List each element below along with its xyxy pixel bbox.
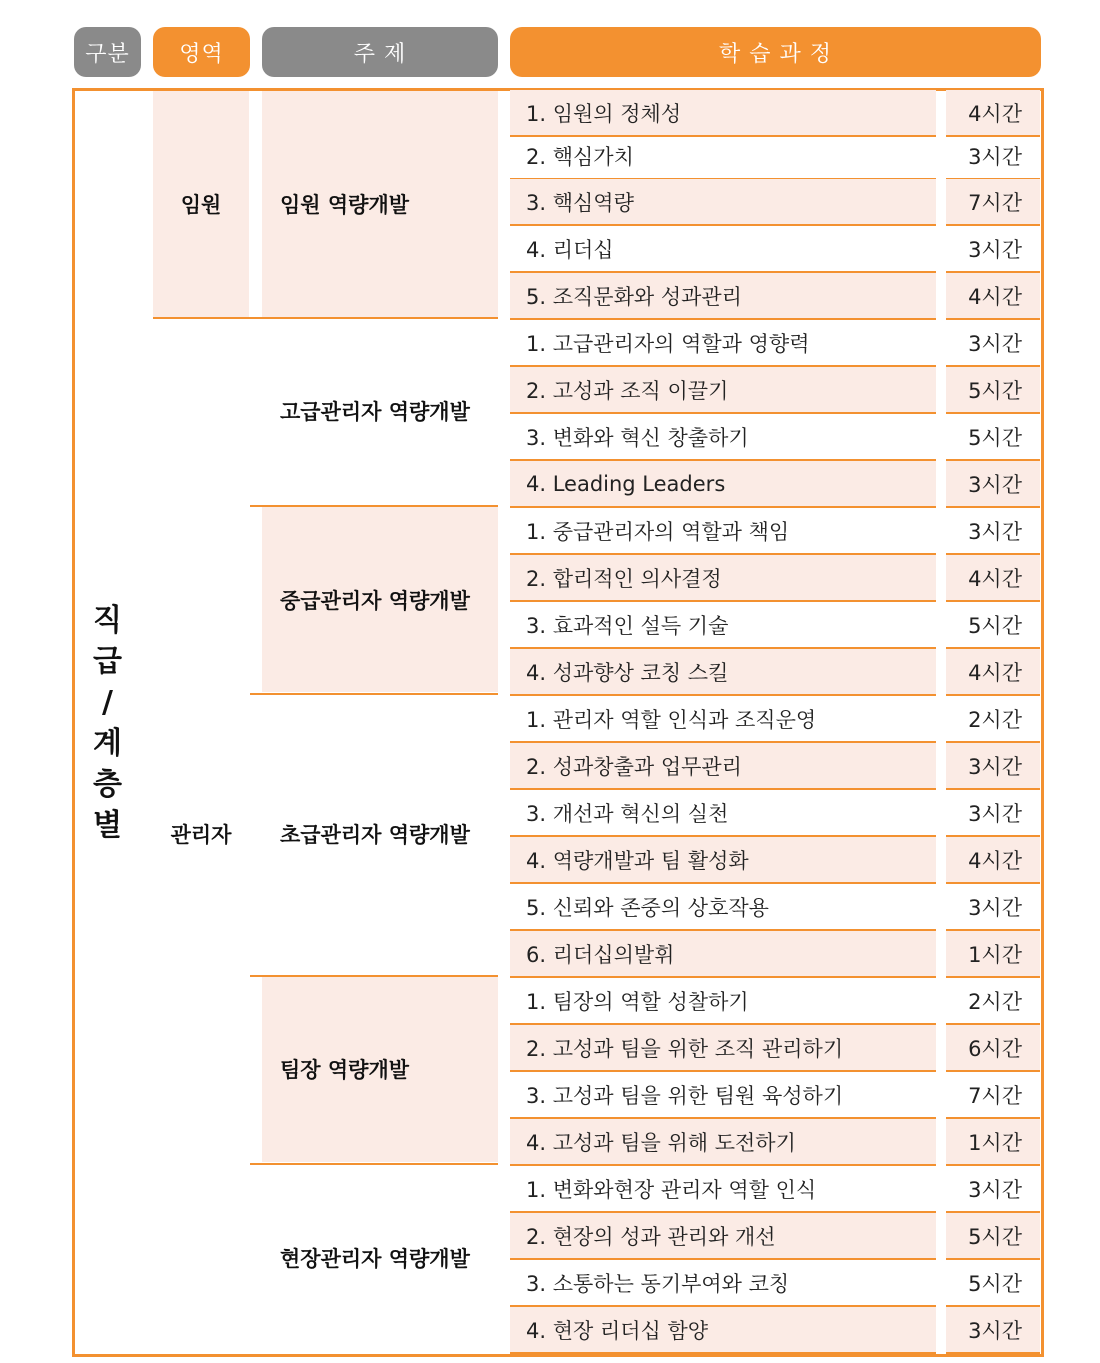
category-char: 계 [93,726,122,761]
topic-executive: 임원 역량개발 [280,193,410,217]
table-row [510,414,1040,459]
course-name: 2. 고성과 팀을 위한 조직 관리하기 [510,1025,936,1070]
topic-senior: 고급관리자 역량개발 [280,400,470,424]
category-char: / [102,685,113,720]
table-row [510,555,1040,600]
course-hours: 1시간 [946,931,1040,976]
area-manager: 관리자 [170,823,232,847]
course-name: 4. 역량개발과 팀 활성화 [510,837,936,882]
course-name: 5. 신뢰와 존중의 상호작용 [510,884,936,929]
course-name: 2. 현장의 성과 관리와 개선 [510,1213,936,1258]
course-name: 3. 핵심역량 [510,179,936,224]
table-row [510,320,1040,365]
divider-topic-1 [250,505,498,507]
course-name: 2. 핵심가치 [510,133,936,178]
topic-mid: 중급관리자 역량개발 [280,589,470,613]
course-hours: 2시간 [946,696,1040,741]
course-name: 4. 리더십 [510,226,936,271]
course-name: 3. 개선과 혁신의 실천 [510,790,936,835]
divider-area [153,317,498,319]
course-hours: 3시간 [946,320,1040,365]
course-name: 2. 성과창출과 업무관리 [510,743,936,788]
course-hours: 6시간 [946,1025,1040,1070]
course-hours: 7시간 [946,1072,1040,1117]
table-row [510,508,1040,553]
course-name: 1. 고급관리자의 역할과 영향력 [510,320,936,365]
course-hours: 4시간 [946,555,1040,600]
table-row [510,649,1040,694]
header-gubun: 구분 [74,27,141,77]
course-hours: 3시간 [946,226,1040,271]
course-name: 1. 중급관리자의 역할과 책임 [510,508,936,553]
course-hours: 2시간 [946,978,1040,1023]
category-char: 별 [93,808,122,843]
course-name: 3. 소통하는 동기부여와 코칭 [510,1260,936,1305]
course-name: 3. 변화와 혁신 창출하기 [510,414,936,459]
course-hours: 3시간 [946,743,1040,788]
course-hours: 5시간 [946,367,1040,412]
table-row [510,602,1040,647]
course-name: 3. 고성과 팀을 위한 팀원 육성하기 [510,1072,936,1117]
course-hours: 4시간 [946,837,1040,882]
category-char: 직 [93,603,122,638]
category-char: 층 [93,767,122,802]
table-row [510,884,1040,929]
table-row [510,273,1040,318]
course-hours: 5시간 [946,1260,1040,1305]
course-name: 2. 고성과 조직 이끌기 [510,367,936,412]
table-row [510,978,1040,1023]
course-hours: 3시간 [946,790,1040,835]
course-hours: 5시간 [946,602,1040,647]
course-name: 6. 리더십의발휘 [510,931,936,976]
table-row [510,1119,1040,1164]
table-row [510,1307,1040,1352]
table-row [510,1213,1040,1258]
table-row [510,931,1040,976]
course-name: 5. 조직문화와 성과관리 [510,273,936,318]
header-topic: 주 제 [262,27,498,77]
divider-topic-4 [250,1163,498,1165]
course-hours: 4시간 [946,90,1040,135]
header-area: 영역 [153,27,250,77]
table-row [510,367,1040,412]
table-row [510,226,1040,271]
table-row [510,1166,1040,1211]
table-row [510,461,1040,506]
course-hours: 1시간 [946,1119,1040,1164]
course-hours: 3시간 [946,884,1040,929]
course-name: 4. 성과향상 코칭 스킬 [510,649,936,694]
divider-topic-2 [250,693,498,695]
table-row [510,837,1040,882]
table-row [510,1025,1040,1070]
table-row [510,90,1040,135]
course-name: 4. 고성과 팀을 위해 도전하기 [510,1119,936,1164]
area-executive: 임원 [180,193,222,217]
table-row [510,179,1040,224]
course-name: 1. 변화와현장 관리자 역할 인식 [510,1166,936,1211]
topic-junior: 초급관리자 역량개발 [280,823,470,847]
table-row [510,696,1040,741]
course-hours: 7시간 [946,179,1040,224]
course-hours: 3시간 [946,508,1040,553]
course-hours: 4시간 [946,649,1040,694]
course-name: 2. 합리적인 의사결정 [510,555,936,600]
course-name: 3. 효과적인 설득 기술 [510,602,936,647]
course-hours: 5시간 [946,414,1040,459]
table-row [510,790,1040,835]
course-name: 1. 임원의 정체성 [510,90,936,135]
divider-topic-3 [250,975,498,977]
course-hours: 3시간 [946,1307,1040,1352]
course-hours: 3시간 [946,1166,1040,1211]
category-label [74,600,141,846]
course-hours: 4시간 [946,273,1040,318]
table-row [510,133,1040,178]
course-name: 1. 관리자 역할 인식과 조직운영 [510,696,936,741]
topic-field: 현장관리자 역량개발 [280,1247,470,1271]
header-course: 학 습 과 정 [510,27,1041,77]
table-row [510,743,1040,788]
course-hours: 5시간 [946,1213,1040,1258]
course-hours: 3시간 [946,133,1040,178]
topic-team-leader: 팀장 역량개발 [280,1058,410,1082]
course-name: 4. Leading Leaders [510,461,936,506]
course-name: 4. 현장 리더십 함양 [510,1307,936,1352]
course-hours: 3시간 [946,461,1040,506]
table-row [510,1260,1040,1305]
table-row [510,1072,1040,1117]
category-char: 급 [93,644,122,679]
course-name: 1. 팀장의 역할 성찰하기 [510,978,936,1023]
